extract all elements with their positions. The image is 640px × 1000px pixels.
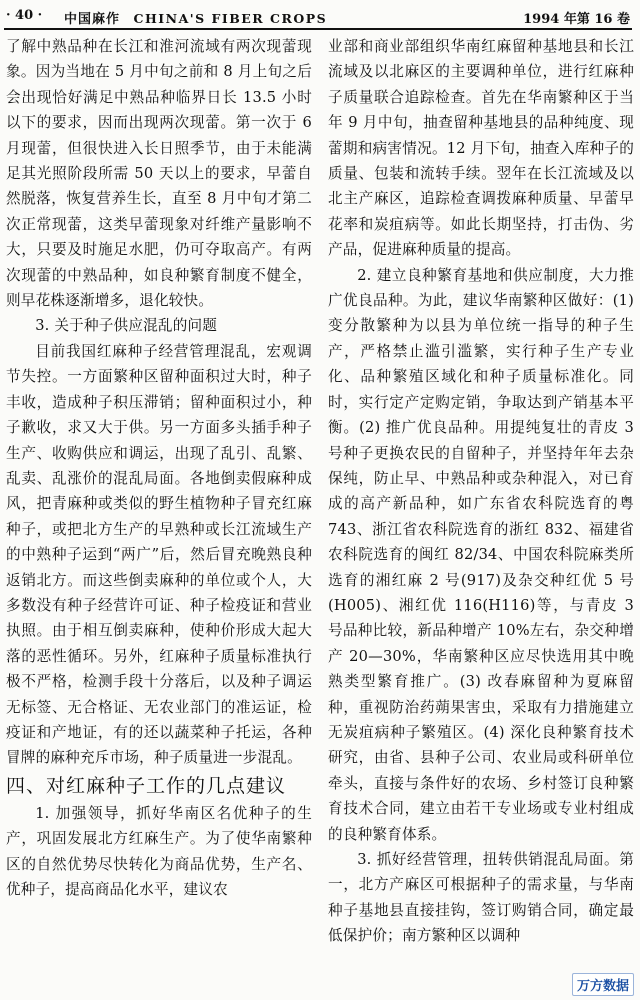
subsection-title: 3. 关于种子供应混乱的问题 — [35, 317, 218, 335]
running-header — [4, 4, 632, 30]
watermark-logo: 万方数据 — [572, 973, 634, 996]
right-column — [328, 34, 634, 994]
paragraph: 业部和商业部组织华南红麻留种基地县和长江流域及以北麻区的主要调种单位，进行红麻种子质量联合追踪检查。首先在华南繁种区于当年 9 月中旬，抽查留种基地县的品种纯度、现蕾期和病害情况。12 月下旬，抽查入库种子的质量、包装和流转手续。翌年在长江流域及以北主产麻区，追踪检查调拨麻种质量、早蕾早花率和炭疽病等。如此长期坚持，打击伪、劣产品，促进麻种质量的提高。 — [328, 38, 634, 259]
journal-title — [64, 8, 327, 27]
paragraph: 3. 抓好经营管理，扭转供销混乱局面。第一，北方产麻区可根据种子的需求量，与华南种子基地县直接挂钩，签订购销合同，确定最低保护价；南方繁种区以调种 — [328, 851, 634, 945]
volume-info: 1994 年第 16 卷 — [523, 12, 630, 27]
left-column — [6, 34, 312, 994]
paragraph: 2. 建立良种繁育基地和供应制度，大力推广优良品种。为此，建议华南繁种区做好：(1)变分散繁种为以县为单位统一指导的种子生产，严格禁止滥引滥繁，实行种子生产专业化、品种繁殖区域化和种子质量标准化。同时，实行定产定购定销，争取达到产销基本平衡。(2) 推广优良品种。用提纯复壮的青皮 3 号种子更换农民的自留种子，并坚持年年去杂保纯，防止早、中熟品种或杂种混入，对已育成的高产新品种，如广东省农科院选育的粤 743、浙江省农科院选育的浙红 832、福建省农科院选育的闽红 82/34、中国农科院麻类所选育的湘红麻 2 号(917)及杂交种红优 5 号(H005)、湘红优 116(H116)等，与青皮 3 号品种比较，新品种增产 10%左右，杂交种增产 20—30%，华南繁种区应尽快选用其中晚熟类型繁育推广。(3) 改春麻留种为夏麻留种，重视防治药蒴果害虫，采取有力措施建立无炭疽病种子繁殖区。(4) 深化良种繁育技术研究，由省、县种子公司、农业局或科研单位牵头，直接与条件好的农场、乡村签订良种繁育技术合同，建立由若干专业场或专业村组成的良种繁育体系。 — [328, 266, 634, 843]
section-heading: 四、对红麻种子工作的几点建议 — [6, 774, 287, 797]
paragraph: 了解中熟品种在长江和淮河流域有两次现蕾现象。因为当地在 5 月中旬之前和 8 月上旬之后会出现恰好满足中熟品种临界日长 13.5 小时以下的要求，因而出现两次现蕾。第一次于 6 月现蕾，但很快进入长日照季节，由于未能满足其光照阶段所需 50 天以上的要求，早蕾自然脱落，恢复营养生长，直至 8 月中旬才第二次正常现蕾，这类早蕾现象对纤维产量影响不大，只要及时施足水肥，仍可夺取高产。有两次现蕾的中熟品种，如良种繁育制度不健全，则早花株逐渐增多，退化较快。 — [6, 38, 312, 310]
paragraph: 1. 加强领导，抓好华南区名优种子的生产，巩固发展北方红麻生产。为了使华南繁种区的自然优势尽快转化为商品优势，生产名、优种子，提高商品化水平，建议农 — [6, 804, 312, 898]
page-number: · 40 · — [6, 8, 43, 23]
journal-title-en: CHINA'S FIBER CROPS — [133, 11, 328, 26]
paragraph: 目前我国红麻种子经营管理混乱，宏观调节失控。一方面繁种区留种面积过大时，种子丰收，造成种子积压滞销；留种面积过小，种子歉收，求又大于供。另一方面多头插手种子生产、收购供应和调运，出现了乱引、乱繁、乱卖、乱涨价的混乱局面。各地倒卖假麻种成风，把青麻种或类似的野生植物种子冒充红麻种子，或把北方生产的早熟种或长江流域生产的中熟种子运到“两广”后，然后冒充晚熟良种返销北方。而这些倒卖麻种的单位或个人，大多数没有种子经营许可证、种子检疫证和营业执照。由于相互倒卖麻种，使种价形成大起大落的恶性循环。另外，红麻种子质量标准执行极不严格，检测手段十分落后，以及种子调运无标签、无合格证、无农业部门的准运证，检疫证和产地证，有的还以蔬菜种子托运，各种冒牌的麻种充斥市场，种子质量进一步混乱。 — [6, 342, 312, 767]
journal-title-cn: 中国麻作 — [64, 12, 121, 27]
